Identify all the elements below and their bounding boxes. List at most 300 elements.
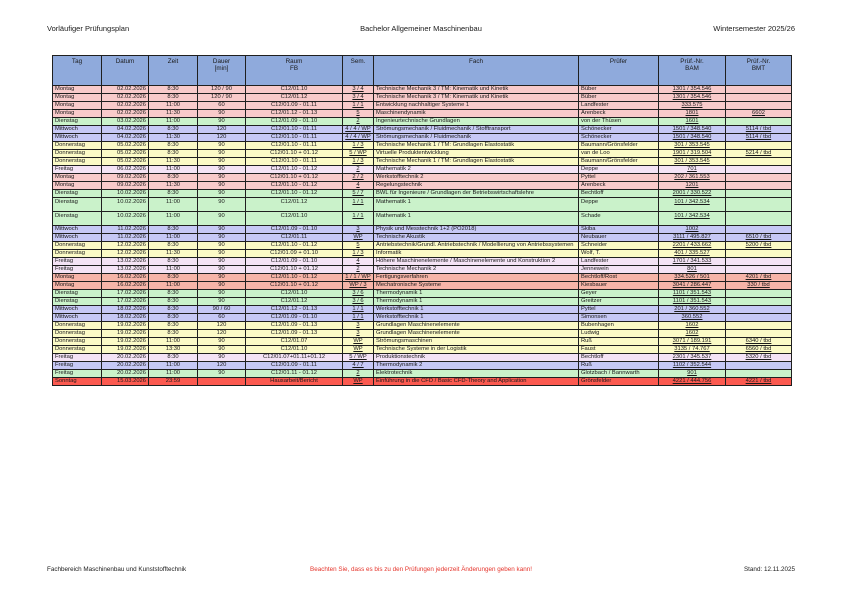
- cell-bam[interactable]: 1301 / 354.546: [659, 86, 726, 94]
- cell-pruefer: Faust: [579, 346, 659, 354]
- cell-pruefer: Schade: [579, 212, 659, 226]
- cell-zeit: 11:30: [149, 134, 198, 142]
- cell-dauer: 90: [198, 234, 246, 242]
- cell-bam[interactable]: 1501 / 348.540: [659, 126, 726, 134]
- cell-tag: Donnerstag: [53, 338, 102, 346]
- cell-bam[interactable]: 101 / 342.534: [659, 212, 726, 226]
- cell-pruefer: Bechtloff: [579, 190, 659, 198]
- cell-bam[interactable]: 301 / 353.545: [659, 158, 726, 166]
- cell-pruefer: Schönecker: [579, 134, 659, 142]
- cell-bmt: [726, 330, 792, 338]
- cell-bmt[interactable]: 330 / tbd: [726, 282, 792, 290]
- cell-sem[interactable]: 2 / 2: [343, 174, 374, 182]
- cell-raum: C12/01.10 + 01.12: [246, 150, 343, 158]
- cell-bmt[interactable]: 6560 / tbd: [726, 346, 792, 354]
- cell-sem[interactable]: 1 / 3: [343, 142, 374, 150]
- exam-row: [53, 166, 792, 174]
- cell-tag: Mittwoch: [53, 234, 102, 242]
- cell-tag: Dienstag: [53, 198, 102, 212]
- cell-datum: 17.02.2026: [102, 290, 149, 298]
- cell-bam[interactable]: 401 / 335.527: [659, 250, 726, 258]
- cell-dauer: 90: [198, 212, 246, 226]
- cell-bam[interactable]: 701: [659, 166, 726, 174]
- exam-schedule-table: [52, 55, 792, 386]
- cell-sem[interactable]: 3 / 4: [343, 86, 374, 94]
- cell-zeit: 8:30: [149, 150, 198, 158]
- cell-datum: 10.02.2026: [102, 190, 149, 198]
- cell-datum: 17.02.2026: [102, 298, 149, 306]
- cell-raum: C12/01.09 - 01.10: [246, 118, 343, 126]
- cell-datum: 19.02.2026: [102, 322, 149, 330]
- cell-bam[interactable]: 201 / 360.552: [659, 306, 726, 314]
- cell-bam[interactable]: 1102 / 352.544: [659, 362, 726, 370]
- cell-bmt: [726, 212, 792, 226]
- cell-fach: Grundlagen Maschinenelemente: [374, 330, 579, 338]
- cell-raum: C12/01.10 - 01.12: [246, 166, 343, 174]
- cell-bam[interactable]: 1701 / 341.533: [659, 258, 726, 266]
- cell-tag: Donnerstag: [53, 346, 102, 354]
- cell-zeit: 11:30: [149, 110, 198, 118]
- cell-fach: Produktionstechnik: [374, 354, 579, 362]
- cell-datum: 11.02.2026: [102, 234, 149, 242]
- cell-tag: Mittwoch: [53, 226, 102, 234]
- cell-raum: C12/01.12: [246, 94, 343, 102]
- cell-raum: C12/01.11: [246, 234, 343, 242]
- footer-change-notice: Beachten Sie, dass es bis zu den Prüfungen jederzeit Änderungen geben kann!: [310, 566, 532, 573]
- exam-row: [53, 118, 792, 126]
- cell-sem[interactable]: 5: [343, 242, 374, 250]
- cell-zeit: 8:30: [149, 126, 198, 134]
- cell-zeit: 8:30: [149, 330, 198, 338]
- cell-dauer: 90: [198, 110, 246, 118]
- cell-fach: Thermodynamik 1: [374, 298, 579, 306]
- cell-raum: C12/01.09 - 01.13: [246, 322, 343, 330]
- cell-dauer: 90: [198, 346, 246, 354]
- cell-bmt: [726, 166, 792, 174]
- cell-pruefer: Jennewein: [579, 266, 659, 274]
- cell-raum: C12/01.10 - 01.11: [246, 158, 343, 166]
- cell-sem[interactable]: 1 / 1: [343, 306, 374, 314]
- cell-datum: 15.03.2026: [102, 378, 149, 386]
- cell-sem[interactable]: 3: [343, 330, 374, 338]
- cell-tag: Freitag: [53, 266, 102, 274]
- exam-row: [53, 102, 792, 110]
- cell-datum: 20.02.2026: [102, 354, 149, 362]
- cell-dauer: 120: [198, 322, 246, 330]
- cell-bmt[interactable]: 6340 / tbd: [726, 338, 792, 346]
- cell-bam[interactable]: 1602: [659, 330, 726, 338]
- cell-fach: Regelungstechnik: [374, 182, 579, 190]
- cell-sem[interactable]: 1 / 1: [343, 102, 374, 110]
- cell-sem[interactable]: 1 / 1: [343, 198, 374, 212]
- cell-pruefer: Schneider: [579, 242, 659, 250]
- cell-bmt: [726, 190, 792, 198]
- cell-datum: 02.02.2026: [102, 102, 149, 110]
- cell-sem[interactable]: 2: [343, 166, 374, 174]
- cell-raum: C12/01.12 - 01.13: [246, 110, 343, 118]
- cell-datum: 10.02.2026: [102, 198, 149, 212]
- cell-pruefer: Büber: [579, 86, 659, 94]
- cell-bmt[interactable]: 4221 / tbd: [726, 378, 792, 386]
- cell-datum: 02.02.2026: [102, 110, 149, 118]
- cell-raum: C12/01.10 - 01.12: [246, 190, 343, 198]
- cell-bmt[interactable]: 5320 / tbd: [726, 354, 792, 362]
- cell-fach: Technische Akustik: [374, 234, 579, 242]
- cell-raum: C12/01.10: [246, 290, 343, 298]
- cell-bam[interactable]: 2201 / 433.662: [659, 242, 726, 250]
- cell-bam[interactable]: 1801: [659, 110, 726, 118]
- cell-bam[interactable]: 3071 / 189.191: [659, 338, 726, 346]
- cell-bmt: [726, 322, 792, 330]
- exam-row: [53, 190, 792, 198]
- cell-datum: 04.02.2026: [102, 126, 149, 134]
- column-header-tag: Tag: [53, 56, 102, 86]
- cell-dauer: 60: [198, 102, 246, 110]
- cell-bam[interactable]: 1901 / 319.504: [659, 150, 726, 158]
- cell-raum: C12/01.09 - 01.10: [246, 226, 343, 234]
- cell-bmt: [726, 306, 792, 314]
- cell-datum: 20.02.2026: [102, 362, 149, 370]
- cell-fach: Antriebstechnik/Grundl. Antriebstechnik / Modellierung von Antriebssystemen: [374, 242, 579, 250]
- cell-datum: 12.02.2026: [102, 242, 149, 250]
- cell-bmt: [726, 258, 792, 266]
- cell-datum: 05.02.2026: [102, 150, 149, 158]
- footer-date-stand: Stand: 12.11.2025: [743, 566, 795, 573]
- cell-dauer: 90: [198, 354, 246, 362]
- cell-bam[interactable]: 2301 / 345.537: [659, 354, 726, 362]
- cell-bam[interactable]: 1101 / 351.543: [659, 290, 726, 298]
- cell-bmt: [726, 174, 792, 182]
- cell-tag: Freitag: [53, 354, 102, 362]
- cell-pruefer: Pyttel: [579, 174, 659, 182]
- cell-datum: 09.02.2026: [102, 174, 149, 182]
- cell-pruefer: Ruß: [579, 338, 659, 346]
- cell-sem[interactable]: 4 / 4 / WP: [343, 126, 374, 134]
- cell-tag: Montag: [53, 110, 102, 118]
- cell-fach: Strömungsmechanik / Fluidmechanik / Stofftransport: [374, 126, 579, 134]
- cell-datum: 05.02.2026: [102, 142, 149, 150]
- cell-bmt: [726, 94, 792, 102]
- cell-raum: C12/01.10 + 01.12: [246, 266, 343, 274]
- cell-sem[interactable]: WP: [343, 338, 374, 346]
- cell-bmt[interactable]: 5114 / tbd: [726, 126, 792, 134]
- cell-zeit: 8:30: [149, 290, 198, 298]
- cell-fach: Technische Mechanik 1 / TM: Grundlagen Elastostatik: [374, 158, 579, 166]
- cell-pruefer: Greitzer: [579, 298, 659, 306]
- exam-row: [53, 338, 792, 346]
- cell-fach: Technische Mechanik 3 / TM: Kinematik und Kinetik: [374, 94, 579, 102]
- cell-datum: 16.02.2026: [102, 282, 149, 290]
- cell-tag: Donnerstag: [53, 250, 102, 258]
- cell-tag: Donnerstag: [53, 322, 102, 330]
- exam-row: [53, 226, 792, 234]
- exam-row: [53, 362, 792, 370]
- cell-raum: C12/01.10: [246, 86, 343, 94]
- cell-dauer: 90: [198, 182, 246, 190]
- cell-dauer: 90 / 60: [198, 306, 246, 314]
- footer-department: Fachbereich Maschinenbau und Kunststofftechnik: [47, 566, 187, 573]
- column-header-bam: Prüf.-Nr. BAM: [659, 56, 726, 86]
- cell-raum: C12/01.10 - 01.12: [246, 242, 343, 250]
- column-header-datum: Datum: [102, 56, 149, 86]
- cell-fach: Thermodynamik 1: [374, 290, 579, 298]
- cell-bam[interactable]: 301 / 353.545: [659, 142, 726, 150]
- cell-zeit: 8:30: [149, 86, 198, 94]
- cell-zeit: 8:30: [149, 142, 198, 150]
- exam-row: [53, 258, 792, 266]
- cell-fach: Grundlagen Maschinenelemente: [374, 322, 579, 330]
- cell-bam[interactable]: 1501 / 348.540: [659, 134, 726, 142]
- cell-pruefer: Schönecker: [579, 126, 659, 134]
- cell-fach: Höhere Maschinenelemente / Maschinenelemente und Konstruktion 2: [374, 258, 579, 266]
- doc-title-left: Vorläufiger Prüfungsplan: [47, 24, 130, 33]
- cell-datum: 05.02.2026: [102, 158, 149, 166]
- cell-raum: C12/01.10 - 01.11: [246, 142, 343, 150]
- cell-zeit: 11:00: [149, 118, 198, 126]
- cell-bmt: [726, 182, 792, 190]
- cell-bam[interactable]: 202 / 361.553: [659, 174, 726, 182]
- cell-dauer: 90: [198, 242, 246, 250]
- cell-tag: Montag: [53, 94, 102, 102]
- cell-sem[interactable]: 4 / 7: [343, 362, 374, 370]
- cell-bmt: [726, 250, 792, 258]
- cell-sem[interactable]: 2: [343, 118, 374, 126]
- cell-fach: Mechatronische Systeme: [374, 282, 579, 290]
- exam-row: [53, 174, 792, 182]
- cell-dauer: 90: [198, 258, 246, 266]
- cell-pruefer: Kiesbauer: [579, 282, 659, 290]
- cell-sem[interactable]: 5 / WP: [343, 354, 374, 362]
- cell-sem[interactable]: WP: [343, 346, 374, 354]
- cell-bmt[interactable]: 5114 / tbd: [726, 134, 792, 142]
- cell-sem[interactable]: 2: [343, 370, 374, 378]
- cell-dauer: 120: [198, 134, 246, 142]
- cell-sem[interactable]: 5: [343, 110, 374, 118]
- exam-row: [53, 134, 792, 142]
- table-header-row: [53, 56, 792, 86]
- cell-sem[interactable]: 1 / 1: [343, 314, 374, 322]
- cell-datum: 02.02.2026: [102, 94, 149, 102]
- cell-bmt: [726, 226, 792, 234]
- column-header-bmt: Prüf.-Nr. BMT: [726, 56, 792, 86]
- cell-datum: 19.02.2026: [102, 330, 149, 338]
- cell-bam[interactable]: 2001 / 330.522: [659, 190, 726, 198]
- cell-tag: Freitag: [53, 370, 102, 378]
- cell-datum: 12.02.2026: [102, 250, 149, 258]
- cell-fach: Ingenieurtechnische Grundlagen: [374, 118, 579, 126]
- cell-sem[interactable]: 1 / 1 / WP: [343, 274, 374, 282]
- cell-zeit: 11:00: [149, 338, 198, 346]
- cell-bmt: [726, 290, 792, 298]
- cell-bmt[interactable]: 6510 / tbd: [726, 234, 792, 242]
- cell-tag: Freitag: [53, 166, 102, 174]
- cell-pruefer: Büber: [579, 94, 659, 102]
- cell-bam[interactable]: 333.575: [659, 102, 726, 110]
- cell-bam[interactable]: 1002: [659, 226, 726, 234]
- cell-zeit: 8:30: [149, 354, 198, 362]
- cell-datum: 13.02.2026: [102, 258, 149, 266]
- exam-row: [53, 142, 792, 150]
- exam-row: [53, 158, 792, 166]
- cell-zeit: 11:00: [149, 234, 198, 242]
- cell-tag: Dienstag: [53, 190, 102, 198]
- cell-raum: C12/01.09 - 01.11: [246, 102, 343, 110]
- cell-datum: 13.02.2026: [102, 266, 149, 274]
- exam-row: [53, 330, 792, 338]
- cell-bam[interactable]: 901: [659, 370, 726, 378]
- cell-sem[interactable]: 3 / 6: [343, 290, 374, 298]
- cell-zeit: 11:30: [149, 158, 198, 166]
- cell-datum: 11.02.2026: [102, 226, 149, 234]
- cell-tag: Sonntag: [53, 378, 102, 386]
- cell-raum: C12/01.12: [246, 298, 343, 306]
- cell-sem[interactable]: 5 / 7: [343, 190, 374, 198]
- cell-raum: C12/01.09 - 01.11: [246, 362, 343, 370]
- cell-sem[interactable]: 1 / 3: [343, 250, 374, 258]
- cell-bmt[interactable]: 5200 / tbd: [726, 242, 792, 250]
- cell-pruefer: Landfester: [579, 102, 659, 110]
- cell-sem[interactable]: 1 / 1: [343, 212, 374, 226]
- cell-tag: Donnerstag: [53, 330, 102, 338]
- cell-pruefer: Grönsfelder: [579, 378, 659, 386]
- cell-pruefer: van de Loo: [579, 150, 659, 158]
- cell-dauer: 120: [198, 330, 246, 338]
- cell-bam[interactable]: 1201: [659, 182, 726, 190]
- exam-row: [53, 242, 792, 250]
- cell-bam[interactable]: 3111 / 495.827: [659, 234, 726, 242]
- cell-bmt: [726, 142, 792, 150]
- cell-fach: Informatik: [374, 250, 579, 258]
- cell-bam[interactable]: 3135 / 74.767: [659, 346, 726, 354]
- cell-tag: Donnerstag: [53, 158, 102, 166]
- cell-fach: BWL für Ingenieure / Grundlagen der Betriebswirtschaftslehre: [374, 190, 579, 198]
- cell-pruefer: Deppe: [579, 166, 659, 174]
- cell-zeit: 8:30: [149, 242, 198, 250]
- cell-raum: Hausarbeit/Bericht: [246, 378, 343, 386]
- cell-sem[interactable]: WP: [343, 378, 374, 386]
- cell-datum: 04.02.2026: [102, 134, 149, 142]
- cell-raum: C12/01.10 + 01.12: [246, 282, 343, 290]
- cell-pruefer: Arenbeck: [579, 110, 659, 118]
- cell-bam[interactable]: 1301 / 354.546: [659, 94, 726, 102]
- cell-bmt: [726, 158, 792, 166]
- cell-tag: Montag: [53, 174, 102, 182]
- cell-bam[interactable]: 1601: [659, 118, 726, 126]
- exam-row: [53, 378, 792, 386]
- cell-zeit: 11:00: [149, 166, 198, 174]
- cell-fach: Werkstofftechnik 1: [374, 314, 579, 322]
- exam-row: [53, 250, 792, 258]
- cell-fach: Elektrotechnik: [374, 370, 579, 378]
- cell-raum: C12/01.10 - 01.12: [246, 182, 343, 190]
- cell-tag: Montag: [53, 282, 102, 290]
- cell-zeit: 11:00: [149, 198, 198, 212]
- cell-raum: C12/01.09 - 01.13: [246, 330, 343, 338]
- cell-fach: Virtuelle Produktentwicklung: [374, 150, 579, 158]
- cell-bmt[interactable]: 5214 / tbd: [726, 150, 792, 158]
- cell-sem[interactable]: 3 / 6: [343, 298, 374, 306]
- cell-dauer: 120: [198, 126, 246, 134]
- cell-fach: Werkstofftechnik 2: [374, 174, 579, 182]
- doc-title-center: Bachelor Allgemeiner Maschinenbau: [360, 24, 482, 33]
- cell-bmt[interactable]: 6602: [726, 110, 792, 118]
- cell-sem[interactable]: 2: [343, 266, 374, 274]
- exam-row: [53, 126, 792, 134]
- cell-tag: Dienstag: [53, 298, 102, 306]
- exam-row: [53, 86, 792, 94]
- cell-bam[interactable]: 334.526 / 501: [659, 274, 726, 282]
- cell-sem[interactable]: 4 / 4 / WP: [343, 134, 374, 142]
- cell-tag: Mittwoch: [53, 134, 102, 142]
- cell-pruefer: Baumann/Grönsfelder: [579, 142, 659, 150]
- cell-pruefer: Neubauer: [579, 234, 659, 242]
- column-header-pruefer: Prüfer: [579, 56, 659, 86]
- exam-row: [53, 274, 792, 282]
- cell-fach: Strömungsmechanik / Fluidmechanik: [374, 134, 579, 142]
- cell-fach: Entwicklung nachhaltiger Systeme 1: [374, 102, 579, 110]
- cell-bmt: [726, 198, 792, 212]
- cell-sem[interactable]: 4: [343, 182, 374, 190]
- exam-row: [53, 182, 792, 190]
- exam-row: [53, 212, 792, 226]
- column-header-raum: Raum FB: [246, 56, 343, 86]
- cell-zeit: 8:30: [149, 306, 198, 314]
- cell-fach: Technische Mechanik 2: [374, 266, 579, 274]
- cell-fach: Maschinendynamik: [374, 110, 579, 118]
- cell-sem[interactable]: 3: [343, 226, 374, 234]
- cell-bam[interactable]: 1101 / 351.543: [659, 298, 726, 306]
- exam-row: [53, 150, 792, 158]
- cell-sem[interactable]: WP: [343, 234, 374, 242]
- cell-zeit: 8:30: [149, 298, 198, 306]
- cell-bam[interactable]: 4221 / 444.756: [659, 378, 726, 386]
- cell-tag: Montag: [53, 86, 102, 94]
- cell-dauer: 90: [198, 174, 246, 182]
- cell-bmt[interactable]: 4201 / tbd: [726, 274, 792, 282]
- cell-sem[interactable]: 4: [343, 258, 374, 266]
- cell-bam[interactable]: 1602: [659, 322, 726, 330]
- cell-pruefer: Bechtloff/Rost: [579, 274, 659, 282]
- cell-fach: Technische Mechanik 3 / TM: Kinematik und Kinetik: [374, 86, 579, 94]
- cell-pruefer: Geyer: [579, 290, 659, 298]
- cell-bam[interactable]: 3041 / 286.447: [659, 282, 726, 290]
- cell-dauer: 120: [198, 362, 246, 370]
- cell-bam[interactable]: 801: [659, 266, 726, 274]
- cell-sem[interactable]: WP / 3: [343, 282, 374, 290]
- cell-sem[interactable]: 1 / 3: [343, 158, 374, 166]
- exam-row: [53, 282, 792, 290]
- cell-zeit: 11:00: [149, 102, 198, 110]
- cell-datum: 06.02.2026: [102, 166, 149, 174]
- cell-bam[interactable]: 101 / 342.534: [659, 198, 726, 212]
- cell-datum: 03.02.2026: [102, 118, 149, 126]
- cell-datum: 09.02.2026: [102, 182, 149, 190]
- cell-tag: Dienstag: [53, 290, 102, 298]
- cell-pruefer: Skiba: [579, 226, 659, 234]
- cell-sem[interactable]: 3 / 4: [343, 94, 374, 102]
- cell-dauer: 90: [198, 298, 246, 306]
- cell-bam[interactable]: 360.552: [659, 314, 726, 322]
- exam-row: [53, 94, 792, 102]
- cell-sem[interactable]: 5 / WP: [343, 150, 374, 158]
- cell-zeit: 11:00: [149, 212, 198, 226]
- exam-row: [53, 198, 792, 212]
- cell-sem[interactable]: 3: [343, 322, 374, 330]
- cell-tag: Montag: [53, 274, 102, 282]
- cell-zeit: 8:30: [149, 274, 198, 282]
- cell-dauer: 90: [198, 290, 246, 298]
- cell-pruefer: Deppe: [579, 198, 659, 212]
